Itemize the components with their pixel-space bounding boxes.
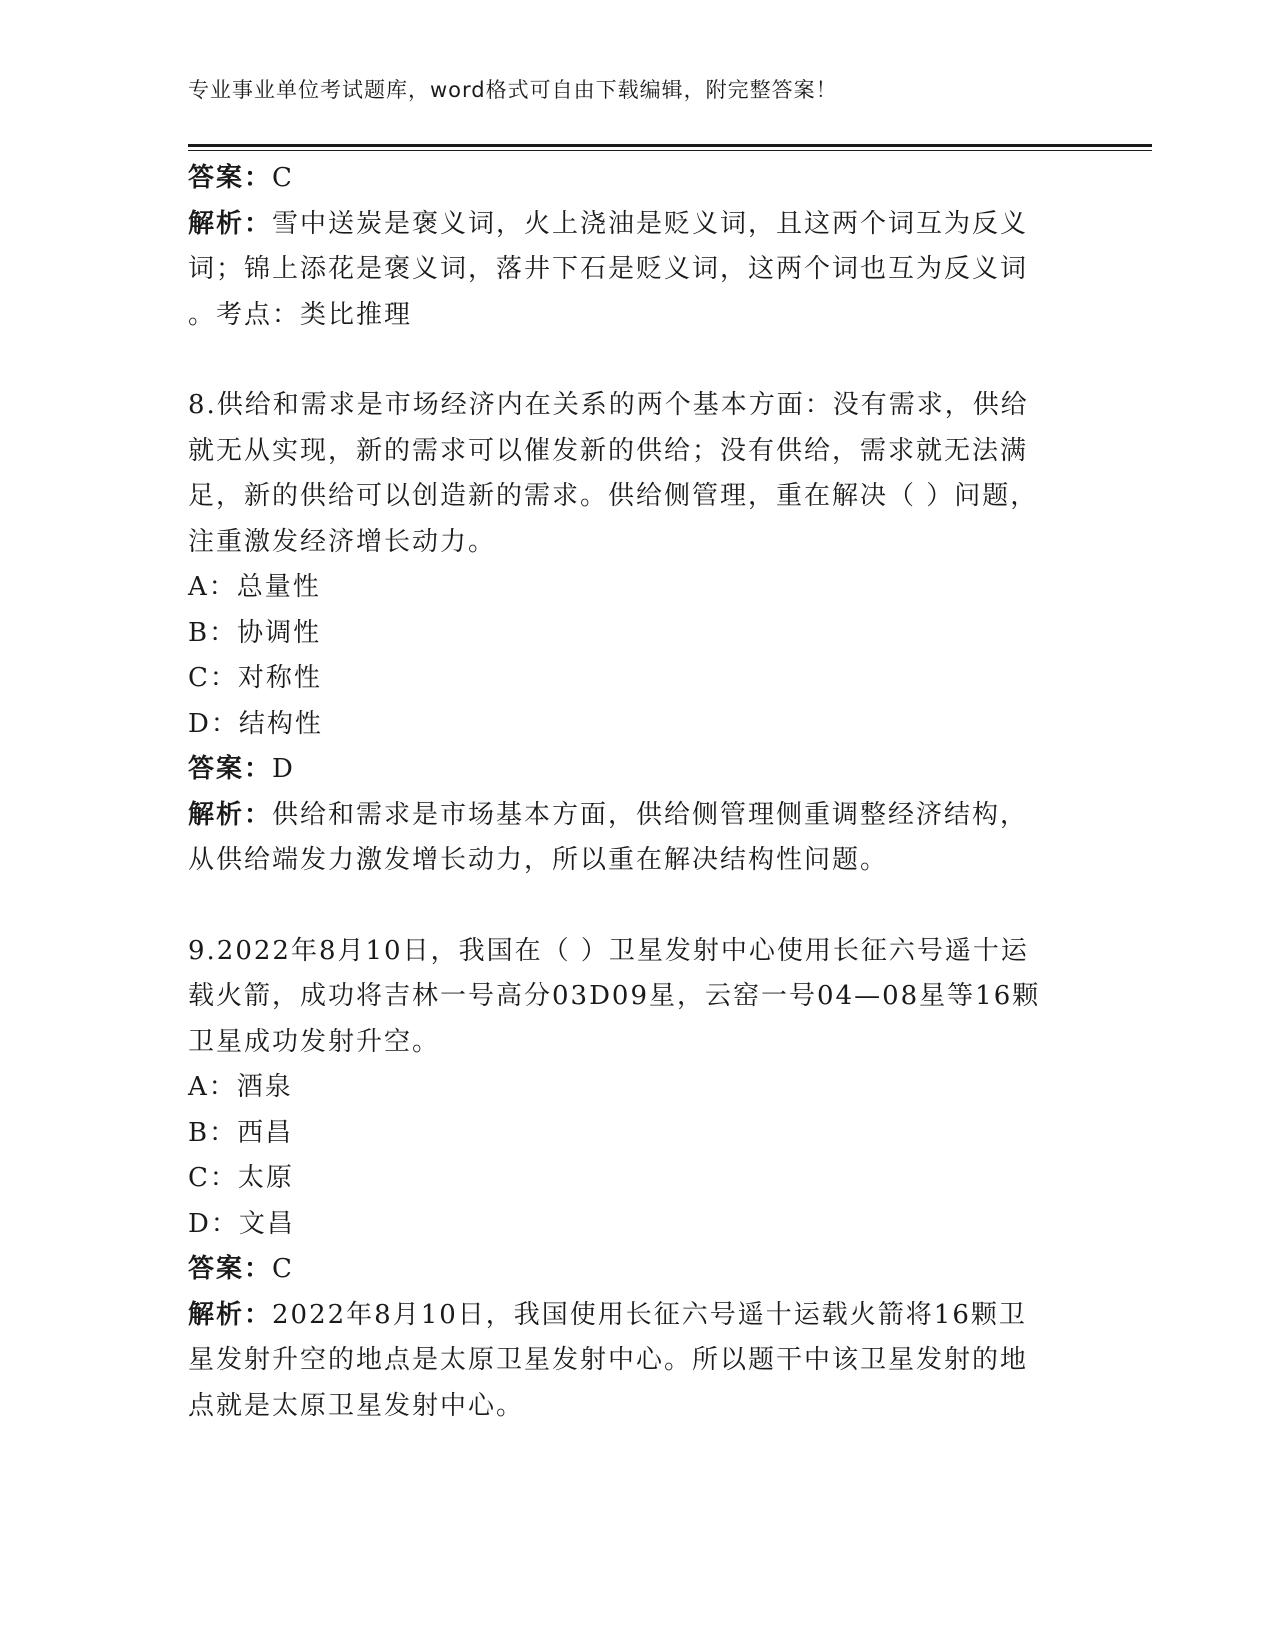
answer-label: 答案： (188, 1254, 273, 1284)
option-a: A：酒泉 (188, 1072, 293, 1102)
question-8 (188, 383, 1068, 884)
analysis-label: 解析： (188, 1299, 273, 1330)
analysis-text: 点就是太原卫星发射中心。 (188, 1390, 525, 1421)
analysis-text: 从供给端发力激发增长动力，所以重在解决结构性问题。 (188, 845, 889, 875)
answer-label: 答案： (188, 754, 273, 784)
analysis-text: 词；锦上添花是褒义词，落井下石是贬义词，这两个词也互为反义词 (188, 254, 1029, 284)
analysis-line (188, 202, 1068, 248)
question-stem: 足，新的供给可以创造新的需求。供给侧管理，重在解决（ ）问题， (188, 481, 1039, 511)
question-stem: 就无从实现，新的需求可以催发新的供给；没有供给，需求就无法满 (188, 435, 1029, 466)
question-9 (188, 929, 1068, 1430)
analysis-text: 星发射升空的地点是太原卫星发射中心。所以题干中该卫星发射的地 (188, 1345, 1029, 1375)
question-stem: 9.2022年8月10日，我国在（ ）卫星发射中心使用长征六号遥十运 (188, 935, 1029, 966)
option-b: B：协调性 (188, 617, 322, 648)
question-7-tail (188, 156, 1068, 338)
option-d: D：结构性 (188, 708, 323, 739)
answer-line (188, 156, 1068, 202)
question-stem: 载火箭，成功将吉林一号高分03D09星，云窑一号04—08星等16颗 (188, 981, 1041, 1011)
answer-value: C (272, 163, 294, 193)
analysis-text: 供给和需求是市场基本方面，供给侧管理侧重调整经济结构， (272, 799, 1029, 830)
header-divider (188, 144, 1152, 147)
answer-value: C (272, 1254, 294, 1284)
answer-line (188, 1247, 1068, 1293)
analysis-text: 。考点：类比推理 (188, 299, 413, 330)
option-c: C：对称性 (188, 663, 322, 693)
option-d: D：文昌 (188, 1208, 295, 1239)
analysis-text: 2022年8月10日，我国使用长征六号遥十运载火箭将16颗卫 (272, 1299, 1027, 1330)
analysis-line (188, 1293, 1068, 1339)
document-body (188, 156, 1068, 1429)
answer-line (188, 747, 1068, 793)
analysis-text: 雪中送炭是褒义词，火上浇油是贬义词，且这两个词互为反义 (272, 208, 1029, 239)
option-b: B：西昌 (188, 1117, 294, 1148)
answer-label: 答案： (188, 163, 273, 193)
option-c: C：太原 (188, 1163, 294, 1193)
option-a: A：总量性 (188, 572, 321, 602)
analysis-label: 解析： (188, 208, 273, 239)
question-stem: 注重激发经济增长动力。 (188, 526, 497, 557)
analysis-label: 解析： (188, 799, 273, 830)
answer-value: D (272, 754, 295, 784)
question-stem: 8.供给和需求是市场经济内在关系的两个基本方面：没有需求，供给 (188, 390, 1029, 420)
page-header: 专业事业单位考试题库，word格式可自由下载编辑，附完整答案！ (188, 78, 838, 102)
question-stem: 卫星成功发射升空。 (188, 1026, 441, 1057)
analysis-line (188, 793, 1068, 839)
